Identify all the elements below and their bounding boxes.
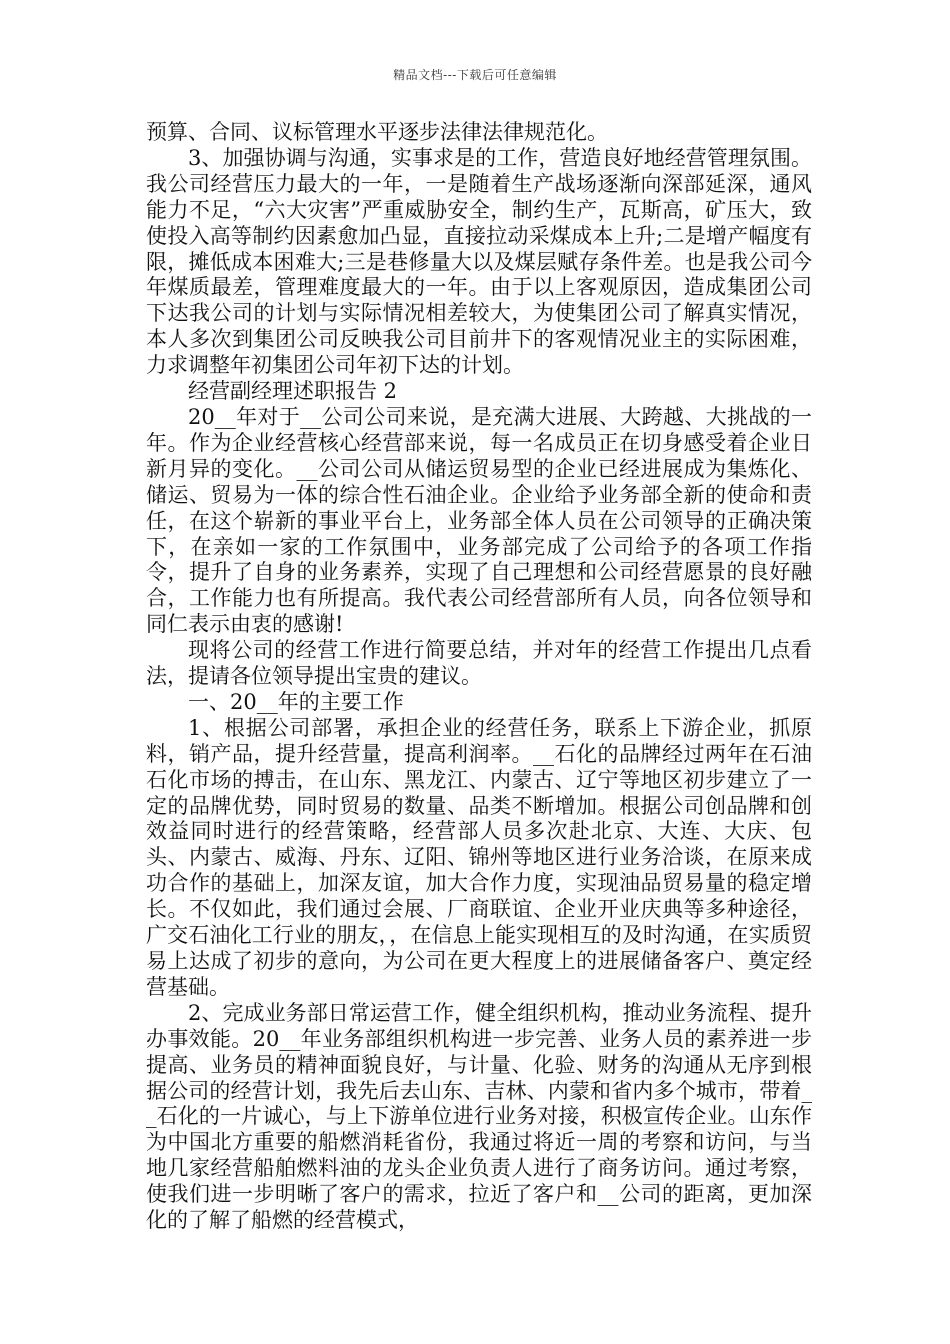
document-body [146,120,812,1234]
paragraph: 3、加强协调与沟通，实事求是的工作，营造良好地经营管理氛围。我公司经营压力最大的一年，一是随着生产战场逐渐向深部延深，通风能力不足，“六大灾害”严重威胁安全，制约生产，瓦斯高，矿压大，致使投入高等制约因素愈加凸显，直接拉动采煤成本上升;二是增产幅度有限，摊低成本困难大;三是巷修量大以及煤层赋存条件差。也是我公司今年煤质最差，管理难度最大的一年。由于以上客观原因，造成集团公司下达我公司的计划与实际情况相差较大，为使集团公司了解真实情况，本人多次到集团公司反映我公司目前井下的客观情况业主的实际困难，力求调整年初集团公司年初下达的计划。 [146,145,812,378]
section-heading: 经营副经理述职报告 2 [188,379,398,404]
paragraph: 预算、合同、议标管理水平逐步法律法律规范化。 [146,120,608,144]
section-heading: 一、20__年的主要工作 [188,689,404,714]
paragraph: 2、完成业务部日常运营工作，健全组织机构，推动业务流程、提升办事效能。20__年业务部组织机构进一步完善、业务人员的素养进一步提高、业务员的精神面貌良好，与计量、化验、财务的沟通从无序到根据公司的经营计划，我先后去山东、吉林、内蒙和省内多个城市，带着__石化的一片诚心，与上下游单位进行业务对接，积极宣传企业。山东作为中国北方重要的船燃消耗省份，我通过将近一周的考察和访问，与当地几家经营船舶燃料油的龙头企业负责人进行了商务访问。通过考察，使我们进一步明晰了客户的需求，拉近了客户和__公司的距离，更加深化的了解了船燃的经营模式， [146,1000,812,1233]
page-header: 精品文档---下载后可任意编辑 [393,68,557,82]
paragraph: 20__年对于__公司公司来说，是充满大进展、大跨越、大挑战的一年。作为企业经营核心经营部来说，每一名成员正在切身感受着企业日新月异的变化。__公司公司从储运贸易型的企业已经进展成为集炼化、储运、贸易为一体的综合性石油企业。企业给予业务部全新的使命和责任，在这个崭新的事业平台上，业务部全体人员在公司领导的正确决策下，在亲如一家的工作氛围中，业务部完成了公司给予的各项工作指令，提升了自身的业务素养，实现了自己理想和公司经营愿景的良好融合，工作能力也有所提高。我代表公司经营部所有人员，向各位领导和同仁表示由衷的感谢! [146,404,812,637]
paragraph: 1、根据公司部署，承担企业的经营任务，联系上下游企业，抓原料，销产品，提升经营量，提高利润率。__石化的品牌经过两年在石油石化市场的搏击，在山东、黑龙江、内蒙古、辽宁等地区初步建立了一定的品牌优势，同时贸易的数量、品类不断增加。根据公司创品牌和创效益同时进行的经营策略，经营部人员多次赴北京、大连、大庆、包头、内蒙古、威海、丹东、辽阳、锦州等地区进行业务洽谈，在原来成功合作的基础上，加深友谊，加大合作力度，实现油品贸易量的稳定增长。不仅如此，我们通过会展、厂商联谊、企业开业庆典等多种途径，广交石油化工行业的朋友，，在信息上能实现相互的及时沟通，在实质贸易上达成了初步的意向，为公司在更大程度上的进展储备客户、奠定经营基础。 [146,715,812,999]
paragraph: 现将公司的经营工作进行简要总结，并对年的经营工作提出几点看法，提请各位领导提出宝贵的建议。 [146,638,812,689]
